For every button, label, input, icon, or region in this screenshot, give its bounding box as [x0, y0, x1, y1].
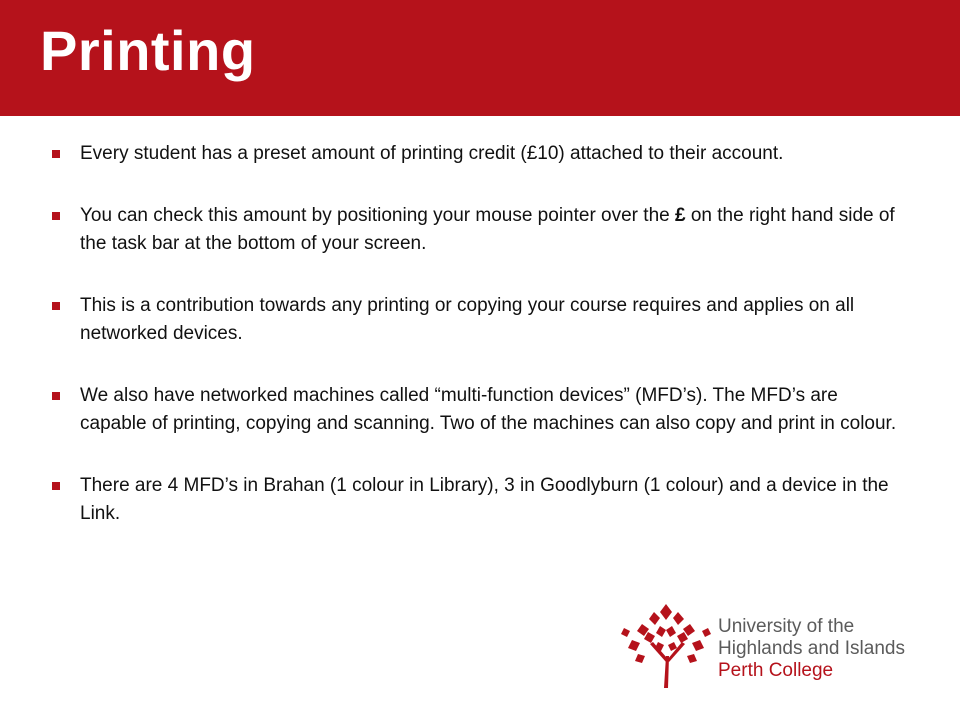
- university-logo: [620, 598, 910, 690]
- bullet-item: [52, 202, 902, 258]
- bullet-square-icon: [52, 150, 60, 158]
- title-bar: [0, 0, 960, 116]
- bullet-text: Every student has a preset amount of printing credit (£10) attached to their account.: [80, 143, 784, 164]
- logo-line-1: University of the: [718, 616, 855, 637]
- bullet-text: We also have networked machines called “multi-function devices” (MFD’s). The MFD’s are capable of printing, copying and scanning. Two of the machines can also copy and print in colour.: [80, 385, 897, 434]
- pound-sign-bold: £: [674, 205, 686, 226]
- bullet-list: [52, 140, 902, 562]
- bullet-text: You can check this amount by positioning your mouse pointer over the: [80, 205, 675, 226]
- bullet-text: There are 4 MFD’s in Brahan (1 colour in Library), 3 in Goodlyburn (1 colour) and a device in the Link.: [80, 475, 889, 524]
- logo-line-3: Perth College: [718, 660, 834, 681]
- bullet-square-icon: [52, 302, 60, 310]
- bullet-item: [52, 472, 902, 528]
- logo-text: [718, 616, 905, 682]
- tree-icon: [620, 598, 712, 690]
- bullet-item: [52, 382, 902, 438]
- bullet-item: [52, 140, 902, 168]
- bullet-item: [52, 292, 902, 348]
- slide-title: Printing: [40, 19, 256, 82]
- bullet-square-icon: [52, 392, 60, 400]
- bullet-square-icon: [52, 482, 60, 490]
- bullet-text: This is a contribution towards any printing or copying your course requires and applies on all networked devices.: [80, 295, 855, 344]
- logo-line-2: Highlands and Islands: [718, 638, 905, 659]
- bullet-text-cont: on the right hand side of the task bar at the bottom of your screen.: [80, 205, 895, 254]
- bullet-square-icon: [52, 212, 60, 220]
